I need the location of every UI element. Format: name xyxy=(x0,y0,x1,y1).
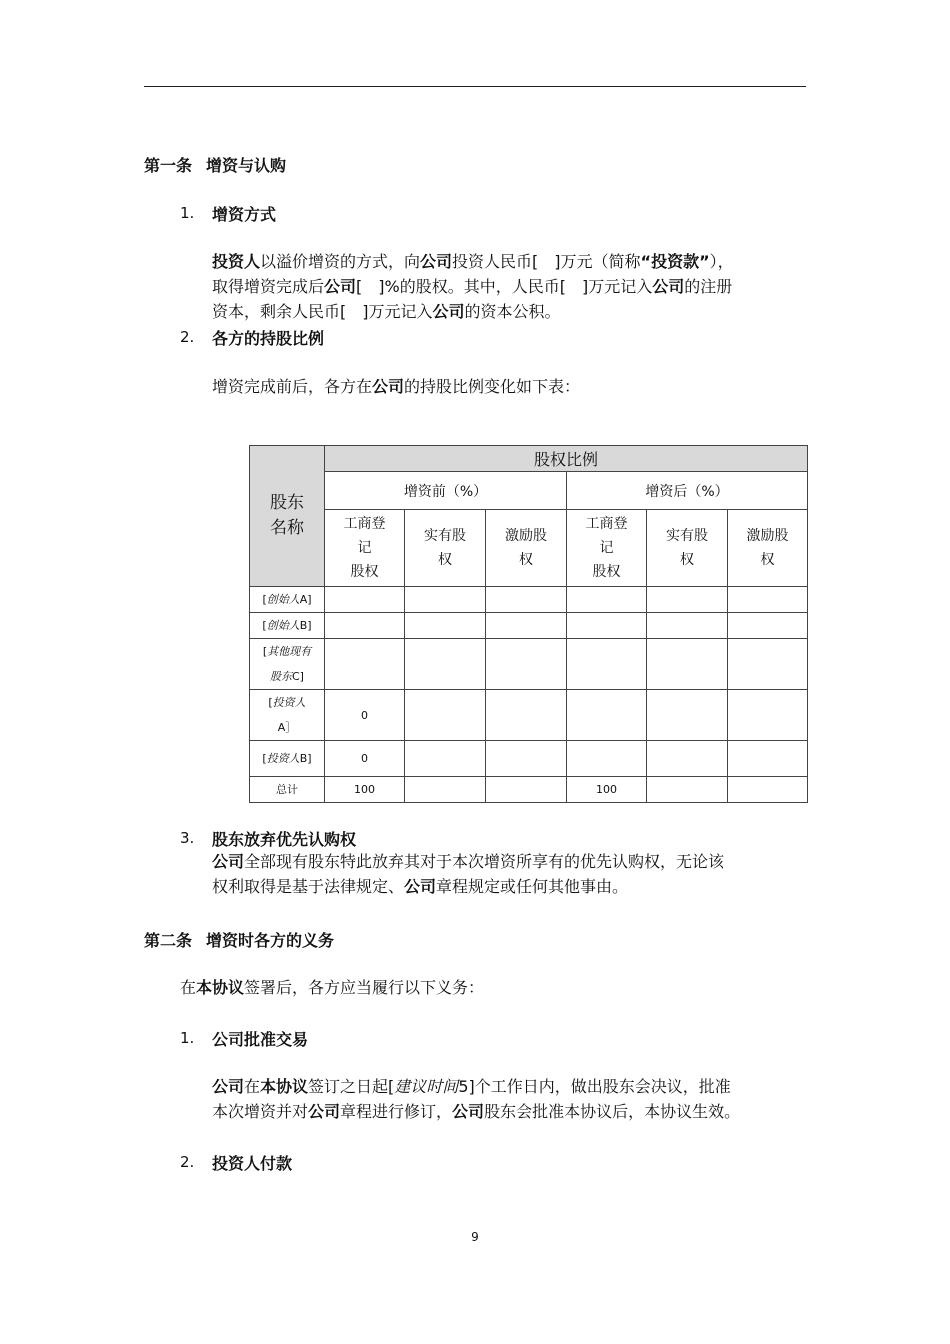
table-row xyxy=(250,690,808,741)
row-label xyxy=(250,587,325,613)
text-run: 的注册 xyxy=(684,277,733,296)
table-cell xyxy=(567,741,647,777)
shareholding-table xyxy=(249,445,808,803)
table-cell xyxy=(647,587,728,613)
table-cell xyxy=(567,690,647,741)
s2-item1-number: 1. xyxy=(180,1029,195,1047)
column-header-3 xyxy=(486,510,567,587)
text-run: [ xyxy=(262,593,267,606)
section2-intro xyxy=(180,975,484,1000)
column-header-line: 股权 xyxy=(592,564,621,580)
text-run: A］ xyxy=(277,721,297,734)
text-run: 建议时间 xyxy=(394,1077,459,1096)
table-cell xyxy=(567,613,647,639)
text-run: 公司 xyxy=(372,377,405,396)
text-run: 本次增资并对 xyxy=(212,1102,309,1121)
table-cell xyxy=(647,639,728,690)
text-run: 公司 xyxy=(404,877,437,896)
table-cell xyxy=(647,777,728,803)
column-header-5 xyxy=(647,510,728,587)
row-label-line xyxy=(250,777,324,802)
row-label xyxy=(250,777,325,803)
table-row xyxy=(250,587,808,613)
shareholder-name-header xyxy=(250,446,325,587)
text-run: 签订之日起[ xyxy=(308,1077,395,1096)
table-cell xyxy=(647,690,728,741)
text-line xyxy=(212,299,734,324)
column-header-line: 权 xyxy=(519,552,533,568)
text-run: 投资人民币[ ]万元（简称 xyxy=(452,252,641,271)
table-cell xyxy=(728,613,808,639)
table-cell xyxy=(405,587,486,613)
section1-heading xyxy=(144,153,286,176)
section2-heading-text: 增资时各方的义务 xyxy=(206,931,335,950)
row-label-line xyxy=(250,746,324,771)
table-cell xyxy=(486,587,567,613)
row-label xyxy=(250,613,325,639)
column-header-line: 权 xyxy=(680,552,694,568)
text-run: 5]个工作日内，做出股东会决议，批准 xyxy=(458,1077,731,1096)
text-run: 创始人 xyxy=(266,619,300,632)
row-label-line xyxy=(250,715,324,740)
table-row xyxy=(250,639,808,690)
row-label xyxy=(250,639,325,690)
text-run: 章程规定或任何其他事由。 xyxy=(436,877,629,896)
text-run: [ ]%的股权。其中，人民币[ ]万元记入 xyxy=(356,277,653,296)
column-header-line: 激励股 xyxy=(746,528,789,544)
text-run: 在 xyxy=(180,978,197,997)
table-cell xyxy=(647,613,728,639)
text-run: A] xyxy=(299,593,312,606)
column-header-line: 实有股 xyxy=(424,528,466,544)
column-header-line: 激励股 xyxy=(505,528,547,544)
s2-item2-title: 投资人付款 xyxy=(212,1154,293,1173)
column-header-line: 实有股 xyxy=(666,528,708,544)
text-run: 权利取得是基于法律规定、 xyxy=(212,877,405,896)
table-cell xyxy=(647,741,728,777)
text-run: 公司 xyxy=(212,852,245,871)
table-cell xyxy=(405,741,486,777)
equity-ratio-header: 股权比例 xyxy=(325,446,808,472)
text-run: [ xyxy=(262,752,267,765)
text-line xyxy=(212,874,724,899)
table-row xyxy=(250,777,808,803)
table-cell xyxy=(405,639,486,690)
text-run: 投资人 xyxy=(272,696,306,709)
page-number: 9 xyxy=(471,1230,479,1244)
text-run: 本协议 xyxy=(260,1077,309,1096)
table-cell xyxy=(728,639,808,690)
column-header-1 xyxy=(325,510,405,587)
row-label-line xyxy=(250,587,324,612)
text-run: C] xyxy=(292,670,304,683)
table-row xyxy=(250,741,808,777)
text-run: 全部现有股东特此放弃其对于本次增资所享有的优先认购权，无论该 xyxy=(244,852,725,871)
text-run: 在 xyxy=(244,1077,261,1096)
table-cell xyxy=(567,587,647,613)
row-label xyxy=(250,741,325,777)
table-cell xyxy=(486,777,567,803)
text-run: 公司 xyxy=(432,302,465,321)
item2-paragraph xyxy=(212,374,580,399)
text-run: “投资款” xyxy=(640,252,710,271)
s2-item2-number: 2. xyxy=(180,1153,195,1171)
s2-item1-title: 公司批准交易 xyxy=(212,1030,309,1049)
table-cell xyxy=(486,690,567,741)
text-run: 投资人 xyxy=(266,752,300,765)
row-label xyxy=(250,690,325,741)
text-run: 其他现有 xyxy=(267,645,312,658)
text-run: 创始人 xyxy=(266,593,300,606)
text-run: 签署后，各方应当履行以下义务： xyxy=(244,978,485,997)
item1-title: 增资方式 xyxy=(212,205,277,224)
text-run: ）， xyxy=(709,252,734,271)
text-run: 公司 xyxy=(308,1102,341,1121)
table-cell xyxy=(325,587,405,613)
text-run: 本协议 xyxy=(196,978,245,997)
row-label-line xyxy=(250,664,324,689)
text-run: 公司 xyxy=(212,1077,245,1096)
text-line xyxy=(212,1074,740,1099)
table-cell xyxy=(728,587,808,613)
row-label-line xyxy=(250,639,324,664)
text-run: 公司 xyxy=(324,277,357,296)
text-run: [ xyxy=(268,696,273,709)
column-header-row xyxy=(250,510,808,587)
table-cell xyxy=(486,639,567,690)
item1-number: 1. xyxy=(180,204,195,222)
table-cell xyxy=(486,613,567,639)
table-cell: 100 xyxy=(567,777,647,803)
text-run: [ xyxy=(262,645,268,658)
text-run: [ xyxy=(262,619,267,632)
table-cell xyxy=(567,639,647,690)
column-header-line: 权 xyxy=(760,552,775,568)
table-cell: 100 xyxy=(325,777,405,803)
row-label-line xyxy=(250,690,324,715)
text-run: 公司 xyxy=(652,277,685,296)
table-cell xyxy=(325,613,405,639)
text-run: 的资本公积。 xyxy=(464,302,561,321)
table-cell xyxy=(405,777,486,803)
table-row xyxy=(250,613,808,639)
text-line xyxy=(212,1099,740,1124)
s2-item1-paragraph xyxy=(212,1074,740,1124)
text-run: 投资人 xyxy=(212,252,261,271)
item3-number: 3. xyxy=(180,829,195,847)
item3-title: 股东放弃优先认购权 xyxy=(212,830,357,849)
column-header-line: 权 xyxy=(438,552,452,568)
row-label-line xyxy=(250,613,324,638)
table-cell xyxy=(405,690,486,741)
text-line xyxy=(212,849,724,874)
header-rule xyxy=(144,86,806,87)
text-line xyxy=(212,374,580,399)
section2-heading-number: 第二条 xyxy=(144,931,193,950)
table-cell xyxy=(405,613,486,639)
after-capital-increase-header: 增资后（%） xyxy=(567,472,808,510)
item2-title: 各方的持股比例 xyxy=(212,329,325,348)
table-cell xyxy=(728,690,808,741)
column-header-6 xyxy=(728,510,808,587)
item1-paragraph xyxy=(212,249,734,324)
text-run: B] xyxy=(299,752,312,765)
text-line xyxy=(212,274,734,299)
column-header-2 xyxy=(405,510,486,587)
text-run: 公司 xyxy=(420,252,453,271)
text-run: 增资完成前后，各方在 xyxy=(212,377,373,396)
text-run: 股东 xyxy=(270,670,292,683)
item3-paragraph xyxy=(212,849,724,899)
text-run: 股东会批准本协议后，本协议生效。 xyxy=(484,1102,741,1121)
text-run: 以溢价增资的方式，向 xyxy=(260,252,421,271)
text-run: 的持股比例变化如下表： xyxy=(404,377,581,396)
column-header-line: 工商登 xyxy=(585,516,628,532)
before-capital-increase-header: 增资前（%） xyxy=(325,472,567,510)
section1-heading-text: 增资与认购 xyxy=(206,156,287,175)
table-cell: 0 xyxy=(325,741,405,777)
table-cell: 0 xyxy=(325,690,405,741)
table-cell xyxy=(728,777,808,803)
text-run: B] xyxy=(299,619,312,632)
text-run: 取得增资完成后 xyxy=(212,277,325,296)
text-run: 章程进行修订， xyxy=(340,1102,453,1121)
text-run: 公司 xyxy=(452,1102,485,1121)
column-header-4 xyxy=(567,510,647,587)
table-cell xyxy=(728,741,808,777)
item2-number: 2. xyxy=(180,328,195,346)
table-cell xyxy=(325,639,405,690)
table-body xyxy=(250,587,808,803)
column-header-line: 记 xyxy=(599,540,614,556)
shareholder-header-line1: 股东 xyxy=(270,493,304,513)
column-header-line: 股权 xyxy=(350,564,379,580)
table-cell xyxy=(486,741,567,777)
column-header-line: 记 xyxy=(357,540,372,556)
text-line xyxy=(212,249,734,274)
text-run: 资本，剩余人民币[ ]万元记入 xyxy=(212,302,433,321)
section2-heading xyxy=(144,928,334,951)
section1-heading-number: 第一条 xyxy=(144,156,193,175)
column-header-line: 工商登 xyxy=(343,516,386,532)
shareholder-header-line2: 名称 xyxy=(270,518,304,538)
text-run: 总计 xyxy=(276,783,298,796)
